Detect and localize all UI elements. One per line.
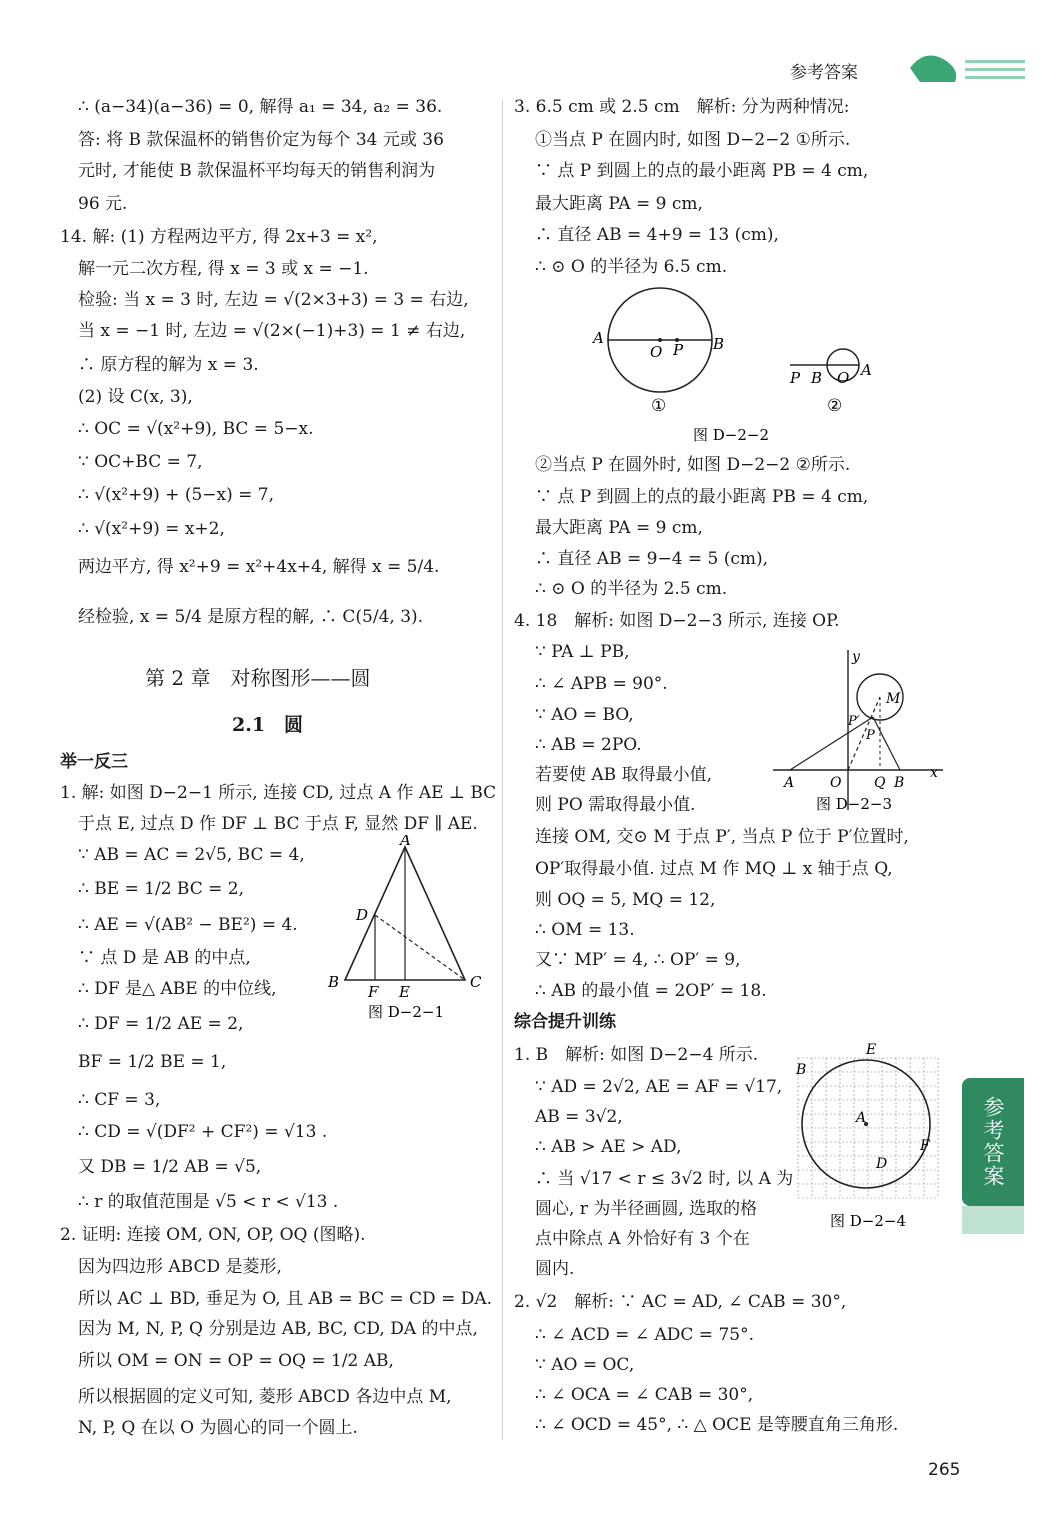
text-line: 圆心, r 为半径画圆, 选取的格: [535, 1199, 758, 1219]
label-p-prime: P′: [848, 714, 860, 729]
text-line: ∴ 当 √17 < r ≤ 3√2 时, 以 A 为: [535, 1169, 794, 1189]
text-line: (2) 设 C(x, 3),: [78, 387, 193, 407]
label-p: P: [673, 341, 684, 359]
label-b: B: [328, 973, 340, 991]
label-a: A: [856, 1110, 867, 1126]
text-line: ∴ ⊙ O 的半径为 6.5 cm.: [535, 257, 728, 277]
text-line: ∵ 点 P 到圆上的点的最小距离 PB = 4 cm,: [535, 487, 869, 507]
text-line: 最大距离 PA = 9 cm,: [535, 518, 703, 538]
label-b2: B: [811, 369, 823, 387]
text-line: 两边平方, 得 x²+9 = x²+4x+4, 解得 x = 5/4.: [78, 557, 440, 577]
label-e: E: [866, 1042, 877, 1058]
text-line: ①当点 P 在圆内时, 如图 D−2−2 ①所示.: [535, 130, 851, 150]
text-line: ∵ 点 P 到圆上的点的最小距离 PB = 4 cm,: [535, 161, 869, 181]
sub-label-2: ②: [827, 396, 843, 416]
text-line: 解一元二次方程, 得 x = 3 或 x = −1.: [78, 259, 369, 279]
text-line: 1. B 解析: 如图 D−2−4 所示.: [514, 1045, 759, 1065]
text-line: ∵ OC+BC = 7,: [78, 452, 203, 472]
text-line: 于点 E, 过点 D 作 DF ⊥ BC 于点 F, 显然 DF ∥ AE.: [78, 814, 478, 834]
text-line: 所以根据圆的定义可知, 菱形 ABCD 各边中点 M,: [78, 1387, 452, 1407]
subsection-heading: 举一反三: [60, 752, 128, 772]
text-line: 点中除点 A 外恰好有 3 个在: [535, 1229, 750, 1249]
fig3-caption: 图 D−2−3: [816, 795, 893, 813]
text-line: ∴ AB = 2PO.: [535, 735, 642, 755]
text-line: 检验: 当 x = 3 时, 左边 = √(2×3+3) = 3 = 右边,: [78, 290, 469, 310]
text-line: 所以 OM = ON = OP = OQ = 1/2 AB,: [78, 1351, 394, 1371]
text-line: 元时, 才能使 B 款保温杯平均每天的销售利润为: [78, 161, 436, 181]
text-line: 1. 解: 如图 D−2−1 所示, 连接 CD, 过点 A 作 AE ⊥ BC: [60, 783, 497, 803]
text-line: ∴ ∠ OCD = 45°, ∴ △ OCE 是等腰直角三角形.: [535, 1415, 899, 1435]
figure-d-2-4: [790, 1040, 950, 1232]
text-line: ∴ 直径 AB = 9−4 = 5 (cm),: [535, 549, 769, 569]
text-line: 经检验, x = 5/4 是原方程的解, ∴ C(5/4, 3).: [78, 607, 424, 627]
text-line: OP′取得最小值. 过点 M 作 MQ ⊥ x 轴于点 Q,: [535, 859, 893, 879]
text-line: 又 DB = 1/2 AB = √5,: [78, 1157, 262, 1177]
figure-d-2-1: [320, 835, 490, 1025]
text-line: ∴ DF = 1/2 AE = 2,: [78, 1014, 244, 1034]
label-p: P: [866, 728, 875, 743]
text-line: ∵ PA ⊥ PB,: [535, 642, 630, 662]
text-line: ∴ ⊙ O 的半径为 2.5 cm.: [535, 579, 728, 599]
label-o: O: [650, 343, 663, 361]
text-line: 因为 M, N, P, Q 分别是边 AB, BC, CD, DA 的中点,: [78, 1319, 478, 1339]
text-line: ∴ √(x²+9) = x+2,: [78, 519, 225, 539]
text-line: ∴ 直径 AB = 4+9 = 13 (cm),: [535, 225, 779, 245]
header-label: 参考答案: [790, 63, 858, 83]
text-line: ∴ OC = √(x²+9), BC = 5−x.: [78, 419, 314, 439]
label-a: A: [400, 835, 411, 849]
text-line: 圆内.: [535, 1259, 575, 1279]
text-line: 所以 AC ⊥ BD, 垂足为 O, 且 AB = BC = CD = DA.: [78, 1289, 493, 1309]
text-line: N, P, Q 在以 O 为圆心的同一个圆上.: [78, 1418, 358, 1438]
text-line: ∵ 点 D 是 AB 的中点,: [78, 948, 251, 968]
label-d: D: [876, 1156, 888, 1172]
label-a: A: [784, 775, 795, 791]
text-line: 则 OQ = 5, MQ = 12,: [535, 890, 716, 910]
text-line: ∵ AB = AC = 2√5, BC = 4,: [78, 845, 305, 865]
side-tab: 参考答案: [962, 1078, 1024, 1206]
text-line: 3. 6.5 cm 或 2.5 cm 解析: 分为两种情况:: [514, 97, 850, 117]
text-line: ∴ DF 是△ ABE 的中位线,: [78, 979, 277, 999]
text-line: 又∵ MP′ = 4, ∴ OP′ = 9,: [535, 950, 741, 970]
side-tab-shadow: [962, 1206, 1024, 1234]
text-line: 当 x = −1 时, 左边 = √(2×(−1)+3) = 1 ≠ 右边,: [78, 321, 466, 341]
label-a2: A: [861, 361, 872, 379]
text-line: BF = 1/2 BE = 1,: [78, 1052, 227, 1072]
text-line: ∴ ∠ ACD = ∠ ADC = 75°.: [535, 1325, 754, 1345]
text-line: ∴ BE = 1/2 BC = 2,: [78, 879, 245, 899]
text-line: 96 元.: [78, 194, 128, 214]
text-line: ∴ 原方程的解为 x = 3.: [78, 355, 259, 375]
text-line: ∵ AO = OC,: [535, 1355, 635, 1375]
label-b: B: [796, 1062, 807, 1078]
text-line: ∴ ∠ OCA = ∠ CAB = 30°,: [535, 1385, 754, 1405]
subsection-heading: 综合提升训练: [514, 1012, 616, 1032]
header-logo: [880, 40, 1030, 90]
text-line: ∴ AE = √(AB² − BE²) = 4.: [78, 915, 298, 935]
text-line: 则 PO 需取得最小值.: [535, 795, 696, 815]
text-line: ∴ AB > AE > AD,: [535, 1137, 682, 1157]
text-line: ∴ CF = 3,: [78, 1090, 161, 1110]
text-line: AB = 3√2,: [535, 1107, 623, 1127]
label-f: F: [920, 1138, 930, 1154]
label-f: F: [368, 983, 379, 1001]
label-q: Q: [874, 775, 886, 791]
chapter-title: 第 2 章 对称图形——圆: [145, 666, 371, 690]
text-line: ∴ CD = √(DF² + CF²) = √13 .: [78, 1122, 328, 1142]
label-c: C: [470, 973, 482, 991]
text-line: 最大距离 PA = 9 cm,: [535, 194, 703, 214]
fig1-caption: 图 D−2−1: [368, 1003, 445, 1021]
label-b: B: [894, 775, 905, 791]
label-d: D: [356, 906, 369, 924]
label-p2: P: [790, 369, 801, 387]
label-o: O: [830, 775, 842, 791]
label-e: E: [399, 983, 410, 1001]
text-line: 因为四边形 ABCD 是菱形,: [78, 1257, 282, 1277]
label-b: B: [713, 335, 725, 353]
sub-label-1: ①: [651, 396, 667, 416]
text-line: ∴ (a−34)(a−36) = 0, 解得 a₁ = 34, a₂ = 36.: [78, 97, 443, 117]
text-line: 2. 证明: 连接 OM, ON, OP, OQ (图略).: [60, 1225, 366, 1245]
text-line: 2. √2 解析: ∵ AC = AD, ∠ CAB = 30°,: [514, 1292, 847, 1312]
column-divider: [502, 100, 503, 1440]
text-line: ∵ AD = 2√2, AE = AF = √17,: [535, 1077, 783, 1097]
text-line: ∴ √(x²+9) + (5−x) = 7,: [78, 485, 275, 505]
label-m: M: [886, 691, 901, 707]
text-line: ∴ r 的取值范围是 √5 < r < √13 .: [78, 1192, 339, 1212]
figure-d-2-2: [585, 285, 885, 450]
text-line: ∵ AO = BO,: [535, 705, 634, 725]
fig4-caption: 图 D−2−4: [830, 1212, 907, 1230]
text-line: 14. 解: (1) 方程两边平方, 得 2x+3 = x²,: [60, 227, 378, 247]
text-line: ∴ ∠ APB = 90°.: [535, 674, 668, 694]
text-line: ∴ OM = 13.: [535, 920, 635, 940]
text-line: 4. 18 解析: 如图 D−2−3 所示, 连接 OP.: [514, 611, 840, 631]
text-line: ∴ AB 的最小值 = 2OP′ = 18.: [535, 981, 767, 1001]
figure-d-2-3: [768, 645, 953, 820]
page-number: 265: [928, 1460, 961, 1480]
section-title: 2.1 圆: [232, 714, 304, 736]
label-x: x: [930, 765, 938, 781]
text-line: ②当点 P 在圆外时, 如图 D−2−2 ②所示.: [535, 455, 851, 475]
text-line: 若要使 AB 取得最小值,: [535, 765, 712, 785]
label-a: A: [593, 329, 604, 347]
text-line: 连接 OM, 交⊙ M 于点 P′, 当点 P 位于 P′位置时,: [535, 827, 909, 847]
label-o2: O: [837, 369, 850, 387]
fig2-caption: 图 D−2−2: [693, 426, 770, 444]
grid: [798, 1058, 938, 1198]
text-line: 答: 将 B 款保温杯的销售价定为每个 34 元或 36: [78, 130, 444, 150]
label-y: y: [852, 649, 860, 665]
